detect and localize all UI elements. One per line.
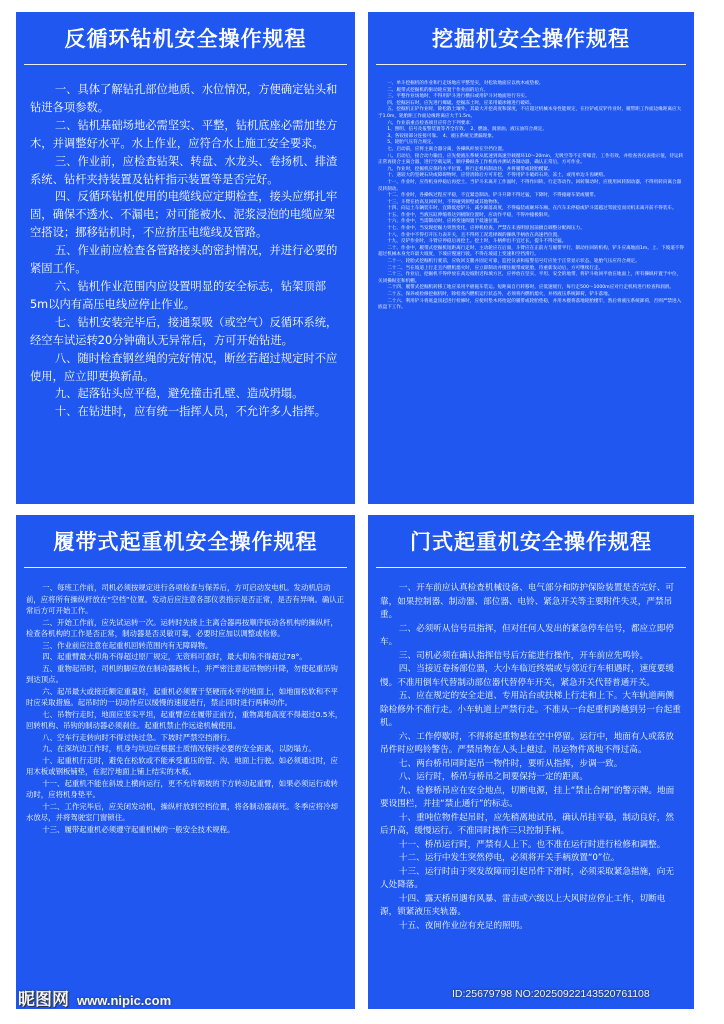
panel-body — [16, 65, 355, 421]
rule-item: 十二、运行中发生突然停电，必须将开关手柄放置“0”位。 — [398, 853, 620, 863]
rule-item: 二十三、作业后，挖掘机不得停放在高边坡附近和填方区，应停放在坚实、平坦、安全的地带，将铲斗收回平放在地面上，所有操纵杆置于中位，关闭操纵室和机棚。 — [378, 272, 682, 284]
rule-item: 1、照明、信号及报警装置等齐全有效。 2、燃油、润滑油、液压油符合规定。 — [387, 127, 547, 133]
rule-item: 七、吊物行走时，地面应坚实平坦，起重臂应在履带正前方，重物离地高度不得超过0.5米，回转机构、吊钩的制动器必须刹住。起重机禁止作远途机械使用。 — [26, 709, 343, 730]
rule-item: 十一、作业时，应待机身停稳后再挖土，当铲斗未离开工作面时，不得作回转、行走等动作。回转制动时，应使用回转制动器，不得用转向离合器反转制动。 — [378, 179, 682, 192]
rule-item: 5、轮胎气压符合规定。 — [387, 140, 437, 146]
rule-item: 十三、履带起重机必须遵守起重机械的一般安全技术规程。 — [42, 824, 235, 834]
rule-item: 四、挖掘岩石时，应先进行爆破。挖掘冻土时，应采用破冰锤进行破碎。 — [387, 100, 535, 106]
rule-item: 五、重物起吊时，司机的脚应放在制动器踏板上，并严密注意起吊物的升降，勿使起重吊钩到达顶点。 — [26, 663, 338, 684]
rule-item: 三、司机必须在确认指挥信号后方能进行操作，开车前应先鸣铃。 — [398, 650, 649, 661]
rule-item: 二十四、履带式挖掘机转移工地应采用平板拖车装运。短距离自行转移时，应低速缓行，每行走500～1000m应对行走机构进行检查和润滑。 — [387, 285, 674, 291]
panel-reverse-circulation-drill — [16, 12, 355, 504]
rule-item: 五、应在规定的安全走道、专用站台或扶梯上行走和上下。大车轨道两侧除检修外不准行走。小车轨道上严禁行走。不准从一台起重机跨越到另一台起重机。 — [380, 691, 681, 728]
panel-title: 反循环钻机安全操作规程 — [64, 27, 307, 51]
rule-item: 二、开始工作前，应先试运转一次。运转时先接上主离合器再按顺序扳动各机构的操纵杆，检查各机构的工作是否正常，制动器是否灵敏可靠，必要时应加以调整或检修。 — [26, 617, 338, 638]
rule-item: 三、作业前，应检查钻架、转盘、水龙头、卷扬机、排渣系统、钻杆夹持装置及钻杆指示装置等是否完好。 — [30, 154, 338, 186]
rule-item: 八、随时检查钢丝绳的完好情况，断丝若超过规定时不应使用，应立即更换新品。 — [30, 351, 338, 383]
rule-item: 九、在深坑边工作时，机身与坑边应根据土质情况保持必要的安全距离，以防塌方。 — [42, 744, 316, 753]
rule-item: 十一、桥吊运行时，严禁有人上下。也不准在运行时进行检修和调整。 — [398, 839, 666, 850]
rule-item: 二十六、利用铲斗将底盘顶起进行检修时，应使用垫木将抬起的履带或轮胎垫稳，并用木楔将落地轮胎楔牢，然后将液压系统卸荷，否则严禁进入底盘下工作。 — [378, 298, 682, 311]
watermark-id: ID:25679798 NO:20250922143520761108 — [452, 988, 650, 1000]
rule-item: 十四、向运土车辆装车时，宜降低挖铲斗，减少卸落高度，不得偏装或砸坏车厢。在汽车未停稳或铲斗需越过驾驶室而司机未离开前不得装车。 — [387, 206, 677, 212]
rule-item: 八、空车行走转向时不得过快过急。下坡时严禁空挡滑行。 — [42, 732, 235, 742]
panel-title: 履带式起重机安全操作规程 — [53, 530, 318, 554]
rule-item: 九、作业时，挖掘机应保持水平位置，将行走机构制动住，并将履带或轮胎楔紧。 — [387, 166, 553, 172]
rule-item: 三、平整作业场地时，不得用铲斗进行横扫或用铲斗对地面进行夯实。 — [387, 94, 530, 100]
panel-title: 门式起重机安全操作规程 — [410, 530, 652, 554]
panel-crawler-crane — [16, 515, 355, 1009]
rule-item: 十五、作业中，当液压缸伸缩将达到极限位置时，应动作平稳，不得冲撞极限块。 — [387, 212, 553, 218]
rule-item: 二、履带式挖掘机的驱动轮应置于作业面的后方。 — [387, 87, 489, 93]
rule-item: 十、重吨位物件起吊时，应先稍离地试吊，确认吊挂平稳，制动良好，然后升高，缓慢运行。不准同时操作三只控制手柄。 — [380, 812, 674, 836]
panel-body — [368, 568, 694, 933]
rule-item: 二、必须听从信号员指挥，但对任何人发出的紧急停车信号，都应立即停车。 — [380, 623, 674, 647]
rule-item: 十八、作业中不得打开压力表开关，且不得将工况选择阀的操纵手柄放在高速挡位置。 — [387, 232, 562, 238]
rule-item: 十二、工作完毕后，应关闭发动机，操纵杆放到空档位置，将各制动器刹死。冬季应将冷却水放尽，并将驾驶室门窗锁住。 — [26, 801, 338, 822]
panel-gantry-crane — [368, 515, 694, 1009]
rule-item: 十五、夜间作业应有充足的照明。 — [398, 920, 528, 931]
rule-item: 三、作业前应注意在起重机回转范围内有无障碍物。 — [42, 640, 213, 650]
rule-item: 一、具体了解钻孔部位地质、水位情况，方便确定钻头和钻进各项参数。 — [30, 83, 338, 114]
rule-item: 3、各铰接部分连接可靠。 4、液压系统无泄漏现象。 — [387, 133, 497, 139]
rule-item: 九、起落钻头应平稳，避免撞击孔壁、造成坍塌。 — [54, 387, 304, 401]
rule-item: 四、反循环钻机使用的电缆线应定期检查，接头应绑扎牢固，确保不透水、不漏电；对可能被水、泥浆浸泡的电缆应架空搭设；挪移钻机时，不应挤压电缆线及管路。 — [30, 190, 338, 240]
rule-item: 四、当接近卷扬部位器，大小车临近终端或与邻近行车相遇时，速度要缓慢。不准用倒车代替制动部位器代替停车开关，紧急开关代替普通开关。 — [380, 664, 674, 688]
watermark-logo-group — [18, 985, 171, 1010]
rule-item: 二十五、保养或检修挖掘机时，除检查内燃机运行状态外，必须将内燃机熄火，并将液压系统卸荷，铲斗落地。 — [387, 292, 613, 297]
rule-item: 六、工作停歇时，不得将起重物悬在空中停留。运行中，地面有人或落放吊件时应鸣铃警告。严禁吊物在人头上越过。吊运物件离地不得过高。 — [380, 731, 674, 755]
watermark-url: www.nipic.com — [77, 993, 172, 1008]
rule-item: 一、单斗挖掘机的作业和行走场地应平整坚实，对松软地面应以枕木或垫板。 — [387, 81, 544, 86]
rule-item: 六、起吊最大或接近额定重量时，起重机必须置于坚硬而水平的地面上，如地面松软和不平时应采取措施。起吊时的一切动作应以缓慢的速度进行，禁止同时进行两种动作。 — [26, 686, 338, 707]
rule-item: 五、作业前应检查各管路接头的密封情况，并进行必要的紧固工作。 — [30, 244, 338, 276]
rule-item: 十四、露天桥吊遇有风暴、雷击或六级以上大风时应停止工作，切断电源，锁紧液压夹轨器。 — [380, 893, 666, 917]
rule-item: 十、遇较大的坚硬石块或障碍物时，应待清除后方可开挖，不得用铲斗破碎石块、冻土，或用单边斗齿硬啃。 — [387, 173, 608, 179]
rule-item: 十一、起重机不能在斜坡上横向运行，更不允许朝坡的下方转动起重臂，如果必须运行或转动时，应将机身垫平。 — [26, 778, 338, 799]
rule-item: 十三、运行时由于突发故障而引起吊件下滑时，必须采取紧急措施，向无人处降落。 — [380, 866, 674, 890]
panel-body — [16, 568, 355, 835]
rule-item: 十六、作业中，当需制动时，应将变速阀置于低速位置。 — [387, 219, 503, 225]
rule-item: 十二、作业时，各操纵过程应平稳，不宜紧急制动。铲斗升降不得过猛，下降时，不得撞碰车架或履带。 — [387, 193, 599, 199]
rule-item: 一、每班工作前，司机必须按规定进行各项检查与保养后，方可启动发电机。发动机启动前，应将所有操纵杆放在“空档”位置。发动后应注意各部仪表指示是否正常，是否有异响。确认正常后方可开始工作。 — [26, 583, 345, 615]
rule-item: 十七、作业中，当发现挖掘力突然变化，应停机检查，严禁在未查明原因前擅自调整分配阀压力。 — [387, 226, 585, 232]
rule-item: 九、检修桥吊应在安全地点，切断电源，挂上“禁止合闸”的警示牌。地面要设围栏，并挂“禁止通行”的标志。 — [380, 785, 675, 809]
rule-item: 二十、作业中，履带式挖掘机短距离行走时，主动轮应在后面，斗臂应在正前方与履带平行，制动住回转机构，铲斗应离地面1m。上、下坡道不得超过机械本身允许最大坡度，下坡应慢速行驶。不得在坡道上变速和空挡滑行。 — [378, 245, 684, 258]
watermark-logo: 昵图网 — [18, 990, 69, 1010]
rule-item: 四、起重臂最大仰角不得超过原厂规定，无资料可查时，最大仰角不得超过78°。 — [42, 652, 307, 661]
rule-item: 六、钻机作业范围内应设置明显的安全标志，钻架顶部5m以内有高压电线应停止作业。 — [30, 279, 326, 311]
rule-item: 六、作业前重点检查项目应符合下列要求： — [387, 120, 475, 126]
rule-item: 一、开车前应认真检查机械设备、电气部分和防护保险装置是否完好、可靠，如果控制器、制动器、部位器、电铃、紧急开关等主要附件失灵，严禁吊重。 — [380, 583, 674, 620]
rule-item: 十九、反铲作业时，斗臂应停稳后再挖土。挖土时，斗柄伸出不宜过长，提斗不得过猛。 — [387, 239, 567, 245]
rule-item: 十、在钻进时，应有统一指挥人员，不允许多人指挥。 — [54, 405, 326, 419]
rule-item: 七、钻机安装完毕后，接通泵吸（或空气）反循环系统，经空车试运转20分钟确认无异常后，方可开始钻进。 — [30, 315, 338, 347]
rule-item: 二十一、轮胎式挖掘机行驶前，应收回支腿并固定可靠，监控仪表和报警信号灯应处于正常显示状态，轮胎气压应符合规定。 — [387, 259, 640, 265]
panel-title: 挖掘机安全操作规程 — [432, 27, 630, 51]
rule-item: 十三、斗臂在抬高及回转时，不得碰到洞壁或其他物体。 — [387, 199, 503, 205]
rule-item: 七、两台桥吊同时起吊一物件时，要听从指挥，步调一致。 — [398, 758, 623, 769]
panel-body — [368, 65, 694, 312]
rule-item: 二十二、当在坡道上行走且内燃机熄火时，应立即制动并楔住履带或轮胎，待重新发动后，方可继续行走。 — [387, 265, 604, 271]
rule-item: 八、启动后，接合动力输出，应先使液压系统从低速到高速空载循环10～20min，无吸空等不正常噪音，工作有效，并检查各仪表指示值，待运转正常再接合主离合器，进行空载运转，顺序操纵各工作机构并测试各制动器，确认正常后，方可作业。 — [378, 153, 684, 166]
rule-item: 十、起重机行走时，避免在松软或不能承受重压的管、沟、地面上行驶。如必须通过时，应用木板或钢板铺垫，在泥泞地面上铺上结实的木板。 — [26, 755, 338, 776]
panel-excavator — [368, 12, 694, 504]
rule-item: 七、启动前，应将主离合器分离，各操纵杆放在空挡位置。 — [387, 146, 507, 152]
rule-item: 二、钻机基础场地必需坚实、平整，钻机底座必需加垫方木，并调整好水平。水上作业，应符合水上施工安全要求。 — [30, 118, 338, 150]
rule-item: 八、运行时，桥吊与桥吊之间要保持一定的距离。 — [398, 772, 588, 782]
rule-item: 五、挖掘机正铲作业时，除松散土壤外，其最大开挖高度和深度，不应超过机械本身性能规定，在拉铲或反铲作业时，履带距工作面边缘距离应大于1.0m，轮胎距工作面边缘距离应大于1.5m。 — [378, 107, 682, 119]
